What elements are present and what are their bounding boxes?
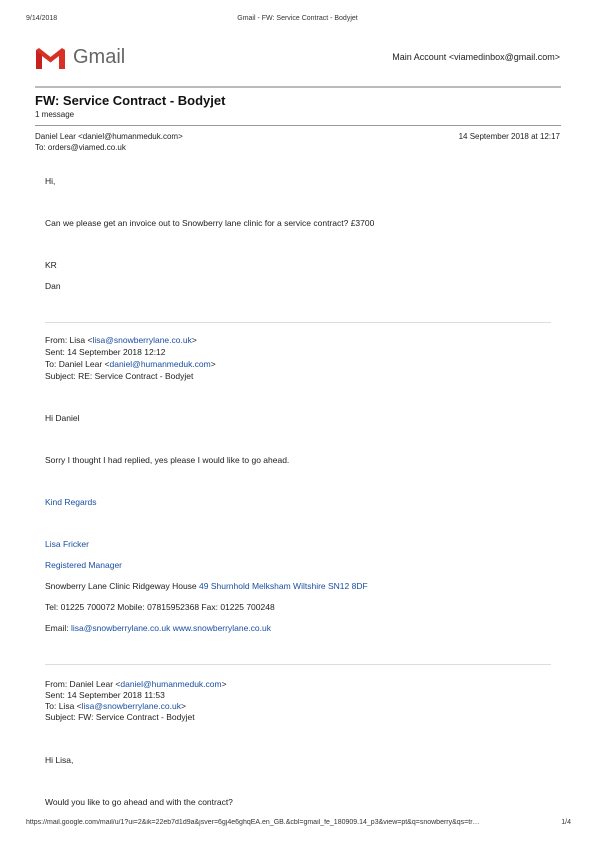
quote1-signature-name: Lisa Fricker [45,539,89,549]
quote1-regards: Kind Regards [45,497,97,507]
quote1-greeting: Hi Daniel [45,413,80,423]
print-footer-page: 1/4 [561,819,571,826]
quote1-subject: Subject: RE: Service Contract - Bodyjet [45,371,194,381]
quote1-from: From: Lisa <lisa@snowberrylane.co.uk> [45,335,197,345]
quote2-body: Would you like to go ahead and with the contract? [45,797,233,807]
gmail-envelope-icon [35,46,66,70]
print-date: 9/14/2018 [26,15,58,22]
quote1-signature-role: Registered Manager [45,560,123,570]
message-body: Can we please get an invoice out to Snowberry lane clinic for a service contract? £3700 [45,218,375,228]
subject-divider [35,125,561,126]
quote1-sent: Sent: 14 September 2018 12:12 [45,347,166,357]
quote-divider-2 [45,664,551,665]
print-page-title: Gmail - FW: Service Contract - Bodyjet [237,15,358,22]
quote1-to: To: Daniel Lear <daniel@humanmeduk.com> [45,359,216,369]
quote2-to: To: Lisa <lisa@snowberrylane.co.uk> [45,701,186,711]
quote-divider-1 [45,322,551,323]
quote2-from: From: Daniel Lear <daniel@humanmeduk.com> [45,679,227,689]
message-signoff-kr: KR [45,260,57,270]
quote2-from-email-link[interactable]: daniel@humanmeduk.com [120,679,222,689]
message-signoff-name: Dan [45,281,61,291]
message-timestamp: 14 September 2018 at 12:17 [458,132,560,141]
quote2-subject: Subject: FW: Service Contract - Bodyjet [45,712,195,722]
quote1-address-link[interactable]: 49 Shurnhold Melksham Wiltshire SN12 8DF [199,581,368,591]
message-recipient: To: orders@viamed.co.uk [35,143,126,152]
quote2-greeting: Hi Lisa, [45,755,74,765]
gmail-wordmark: Gmail [73,46,126,68]
message-count: 1 message [35,110,75,119]
gmail-logo[interactable] [35,45,135,71]
header-divider [35,86,561,88]
quote2-to-email-link[interactable]: lisa@snowberrylane.co.uk [81,701,181,711]
quote1-contact: Email: lisa@snowberrylane.co.uk www.snowberrylane.co.uk [45,623,271,633]
message-sender: Daniel Lear <daniel@humanmeduk.com> [35,132,183,141]
quote1-phones: Tel: 01225 700072 Mobile: 07815952368 Fax: 01225 700248 [45,602,275,612]
account-label: Main Account <viamedinbox@gmail.com> [392,52,560,62]
quote1-from-email-link[interactable]: lisa@snowberrylane.co.uk [92,335,192,345]
quote1-address: Snowberry Lane Clinic Ridgeway House 49 Shurnhold Melksham Wiltshire SN12 8DF [45,581,368,591]
quote1-website-link[interactable]: www.snowberrylane.co.uk [172,623,271,633]
quote1-body: Sorry I thought I had replied, yes please I would like to go ahead. [45,455,290,465]
quote2-sent: Sent: 14 September 2018 11:53 [45,690,165,700]
quote1-to-email-link[interactable]: daniel@humanmeduk.com [109,359,211,369]
thread-subject: FW: Service Contract - Bodyjet [35,93,226,108]
message-greeting: Hi, [45,176,56,186]
print-footer-url: https://mail.google.com/mail/u/1?ui=2&ik=22eb7d1d9a&jsver=6gj4e6ghqEA.en_GB.&cbl=gmail_fe_180909.14_p3&view=pt&q=snowberry&qs=tr… [26,819,480,826]
quote1-email-link[interactable]: lisa@snowberrylane.co.uk [70,623,171,633]
